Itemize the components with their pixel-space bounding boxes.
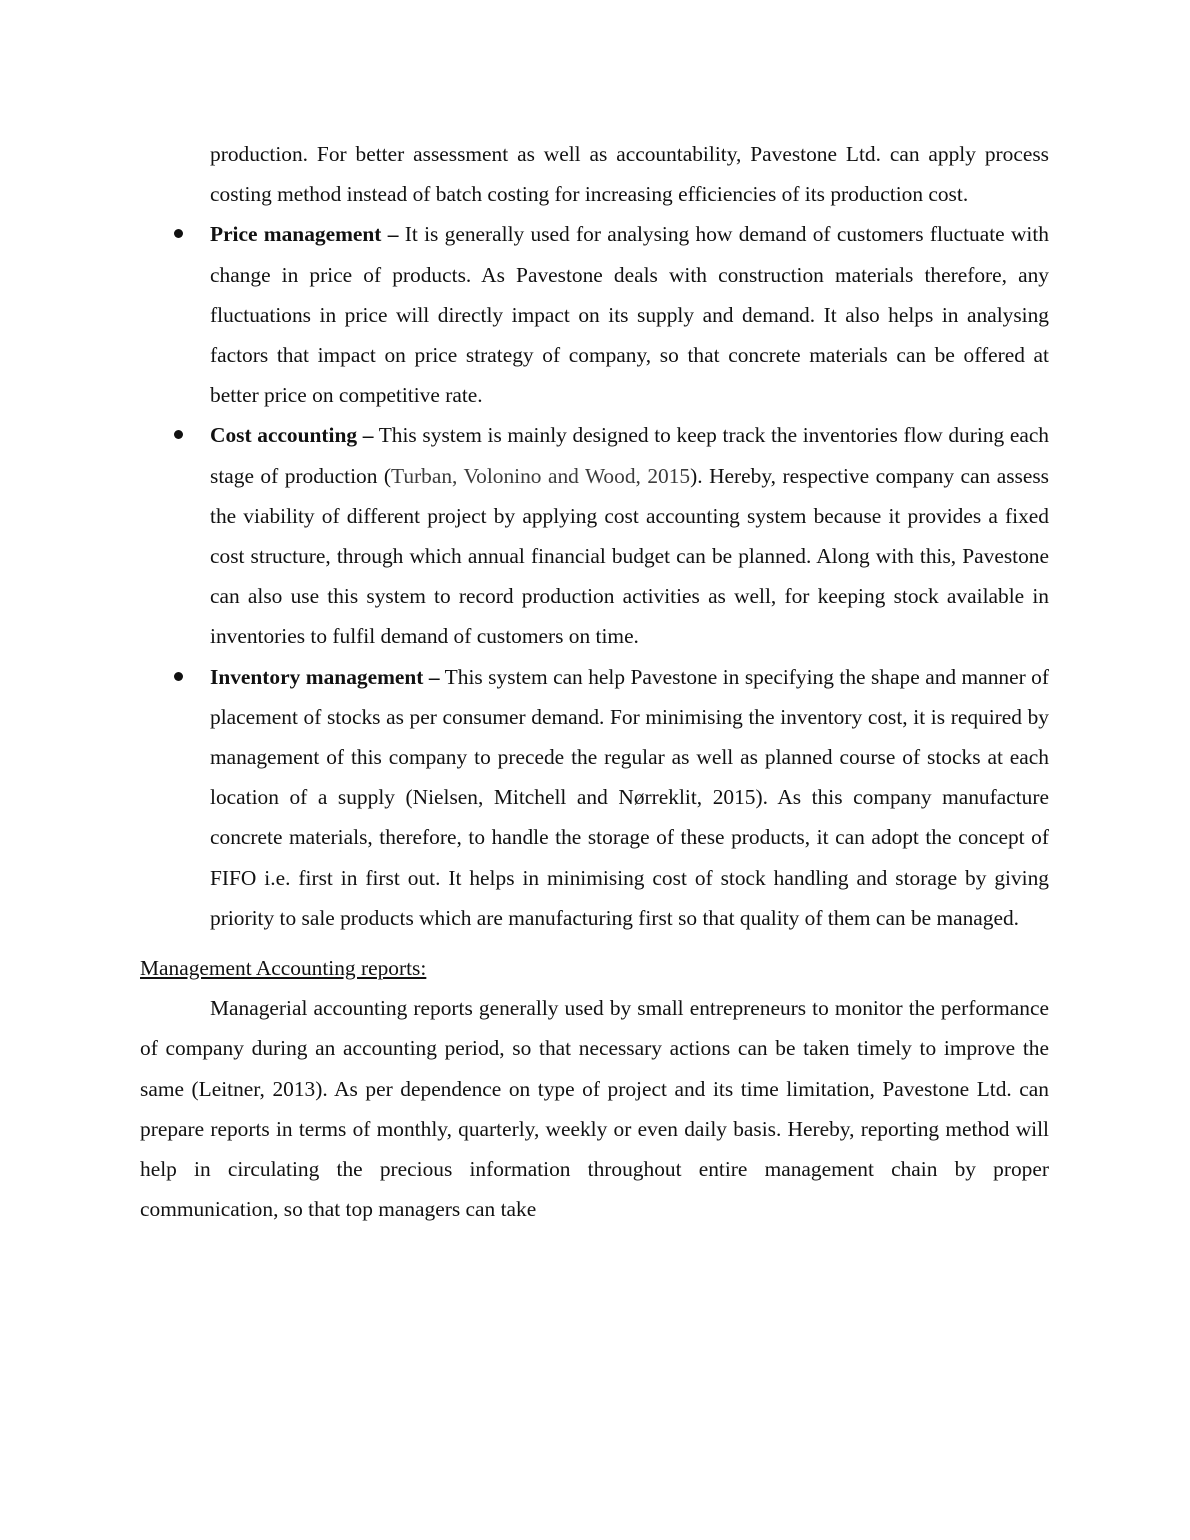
bullet-item-cost-accounting bbox=[140, 415, 1049, 656]
bullet-dot-icon bbox=[174, 430, 183, 439]
bullet-item-price-management bbox=[140, 214, 1049, 415]
bullet-text-after: ). Hereby, respective company can assess the viability of different project by applying cost accounting system because it provides a fixed cost structure, through which annual financial budget can be planned. Along with this, Pavestone can also use this system to record production activities as well, for keeping stock available in inventories to fulfil demand of customers on time. bbox=[210, 463, 1049, 649]
bullet-text: This system can help Pavestone in specifying the shape and manner of placement of stocks as per consumer demand. For minimising the inventory cost, it is required by management of this company to precede the regular as well as planned course of stocks at each location of a supply (Nielsen, Mitchell and Nørreklit, 2015). As this company manufacture concrete materials, therefore, to handle the storage of these products, it can adopt the concept of FIFO i.e. first in first out. It helps in minimising cost of stock handling and storage by giving priority to sale products which are manufacturing first so that quality of them can be managed. bbox=[210, 664, 1049, 930]
bullet-list bbox=[140, 214, 1049, 938]
body-paragraph: Managerial accounting reports generally used by small entrepreneurs to monitor the performance of company during an accounting period, so that necessary actions can be taken timely to improve the same (Leitner, 2013). As per dependence on type of project and its time limitation, Pavestone Ltd. can prepare reports in terms of monthly, quarterly, weekly or even daily basis. Hereby, reporting method will help in circulating the precious information throughout entire management chain by proper communication, so that top managers can take bbox=[140, 996, 1049, 1222]
bullet-text: It is generally used for analysing how demand of customers fluctuate with change in price of products. As Pavestone deals with construction materials therefore, any fluctuations in price will directly impact on its supply and demand. It also helps in analysing factors that impact on price strategy of company, so that concrete materials can be offered at better price on competitive rate. bbox=[210, 222, 1050, 408]
bullet-item-inventory-management bbox=[140, 657, 1049, 938]
continuation-paragraph: production. For better assessment as well as accountability, Pavestone Ltd. can apply process costing method instead of batch costing for increasing efficiencies of its production cost. bbox=[210, 142, 1049, 207]
bullet-dot-icon bbox=[174, 672, 183, 681]
document-page bbox=[140, 134, 1049, 1229]
bullet-term: Cost accounting – bbox=[210, 423, 374, 448]
bullet-text: This system is mainly designed to keep track the inventories flow during each stage of production ( bbox=[210, 423, 1050, 488]
citation: Turban, Volonino and Wood, 2015 bbox=[391, 463, 691, 488]
bullet-term: Inventory management – bbox=[210, 664, 440, 689]
bullet-dot-icon bbox=[174, 229, 183, 238]
bullet-term: Price management – bbox=[210, 222, 399, 247]
section-heading: Management Accounting reports: bbox=[140, 956, 427, 981]
